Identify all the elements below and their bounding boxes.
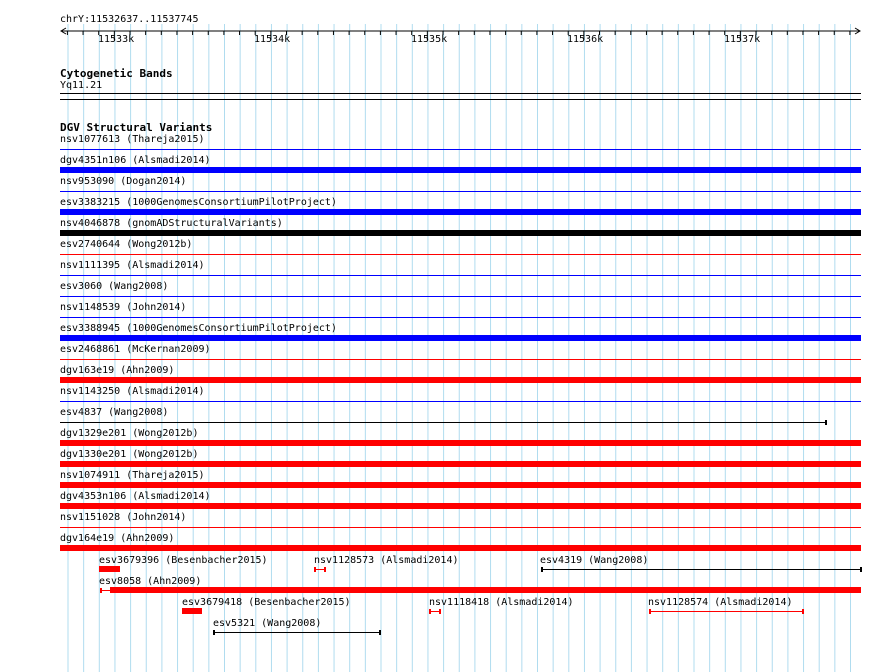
variant-label[interactable]: nsv1077613 (Thareja2015) (60, 134, 205, 145)
variant-label[interactable]: dgv164e19 (Ahn2009) (60, 533, 175, 544)
variant-label[interactable]: esv3679418 (Besenbacher2015) (182, 597, 351, 608)
variant-label[interactable]: dgv1330e201 (Wong2012b) (60, 449, 199, 460)
variant-label[interactable]: nsv1128574 (Alsmadi2014) (648, 597, 793, 608)
variant-bar[interactable] (60, 503, 861, 509)
ruler-tick-label: 11536k (567, 34, 604, 45)
variant-label[interactable]: nsv953090 (Dogan2014) (60, 176, 187, 187)
variant-label[interactable]: nsv1143250 (Alsmadi2014) (60, 386, 205, 397)
variant-label[interactable]: esv5321 (Wang2008) (213, 618, 322, 629)
variant-bar[interactable] (110, 587, 861, 593)
variant-bar[interactable] (60, 440, 861, 446)
variant-bar[interactable] (60, 167, 861, 173)
variant-bar[interactable] (60, 209, 861, 215)
cytoband-label: Yq11.21 (60, 80, 103, 91)
variant-bar[interactable] (60, 461, 861, 467)
variant-label[interactable]: dgv1329e201 (Wong2012b) (60, 428, 199, 439)
variant-label[interactable]: esv3060 (Wang2008) (60, 281, 169, 292)
variant-label[interactable]: esv2740644 (Wong2012b) (60, 239, 193, 250)
variant-bar[interactable] (60, 377, 861, 383)
variant-label[interactable]: dgv163e19 (Ahn2009) (60, 365, 175, 376)
location-label: chrY:11532637..11537745 (60, 14, 199, 25)
variant-label[interactable]: nsv1074911 (Thareja2015) (60, 470, 205, 481)
variant-label[interactable]: nsv1148539 (John2014) (60, 302, 187, 313)
variant-label[interactable]: esv4319 (Wang2008) (540, 555, 649, 566)
variant-label[interactable]: dgv4351n106 (Alsmadi2014) (60, 155, 211, 166)
variant-label[interactable]: nsv1111395 (Alsmadi2014) (60, 260, 205, 271)
variant-label[interactable]: nsv1118418 (Alsmadi2014) (429, 597, 574, 608)
ruler-tick-label: 11537k (724, 34, 761, 45)
ruler-tick-label: 11533k (98, 34, 135, 45)
variant-label[interactable]: nsv1151028 (John2014) (60, 512, 187, 523)
dgv-track-title[interactable]: DGV Structural Variants (60, 121, 213, 134)
variant-label[interactable]: esv3388945 (1000GenomesConsortiumPilotProject) (60, 323, 337, 334)
variant-bar[interactable] (60, 545, 861, 551)
variant-label[interactable]: nsv4046878 (gnomADStructuralVariants) (60, 218, 283, 229)
variant-label[interactable]: nsv1128573 (Alsmadi2014) (314, 555, 459, 566)
variant-label[interactable]: esv3679396 (Besenbacher2015) (99, 555, 268, 566)
variant-label[interactable]: esv2468861 (McKernan2009) (60, 344, 211, 355)
variant-label[interactable]: dgv4353n106 (Alsmadi2014) (60, 491, 211, 502)
ruler-tick-label: 11534k (254, 34, 291, 45)
variant-label[interactable]: esv8058 (Ahn2009) (99, 576, 202, 587)
variant-label[interactable]: esv3383215 (1000GenomesConsortiumPilotProject) (60, 197, 337, 208)
variant-bar[interactable] (60, 482, 861, 488)
ruler-tick-label: 11535k (411, 34, 448, 45)
variant-bar[interactable] (60, 230, 861, 236)
variant-label[interactable]: esv4837 (Wang2008) (60, 407, 169, 418)
variant-bar[interactable] (60, 335, 861, 341)
cytobands-track-title[interactable]: Cytogenetic Bands (60, 67, 173, 80)
